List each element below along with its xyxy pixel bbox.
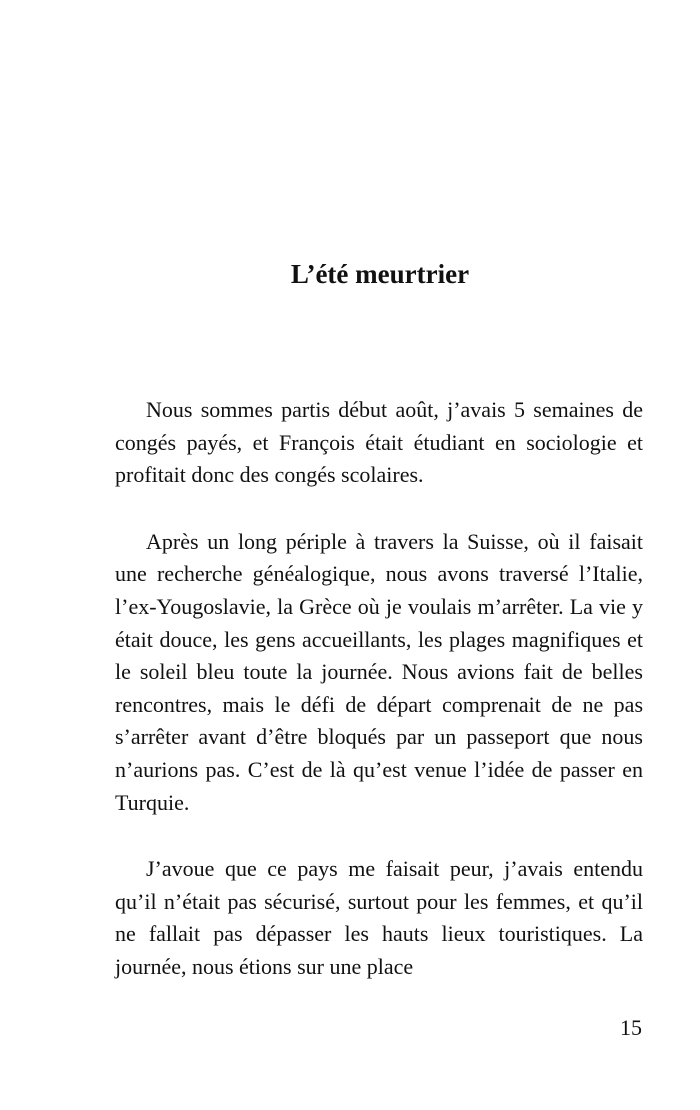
- chapter-title: L’été meurtrier: [290, 259, 470, 289]
- paragraph-2: Après un long périple à travers la Suisse, où il faisait une recherche généalogique, nous avons traversé l’Italie, l’ex-Yougoslavie, la Grèce où je voulais m’arrêter. La vie y était douce, les gens accueillants, les plages magnifiques et le soleil bleu toute la journée. Nous avions fait de belles rencontres, mais le défi de départ comprenait de ne pas s’arrêter avant d’être bloqués par un passeport que nous n’aurions pas. C’est de là qu’est venue l’idée de passer en Turquie.: [115, 528, 643, 815]
- page-number: 15: [620, 1015, 642, 1040]
- paragraph-3: J’avoue que ce pays me faisait peur, j’avais entendu qu’il n’était pas sécurisé, surtout pour les femmes, et qu’il ne fallait pas dépasser les hauts lieux touristiques. La journée, nous étions sur une place: [115, 856, 643, 979]
- paragraph-1: Nous sommes partis début août, j’avais 5 semaines de congés payés, et François était étudiant en sociologie et profitait donc des congés scolaires.: [115, 397, 643, 488]
- body-text: [115, 394, 643, 984]
